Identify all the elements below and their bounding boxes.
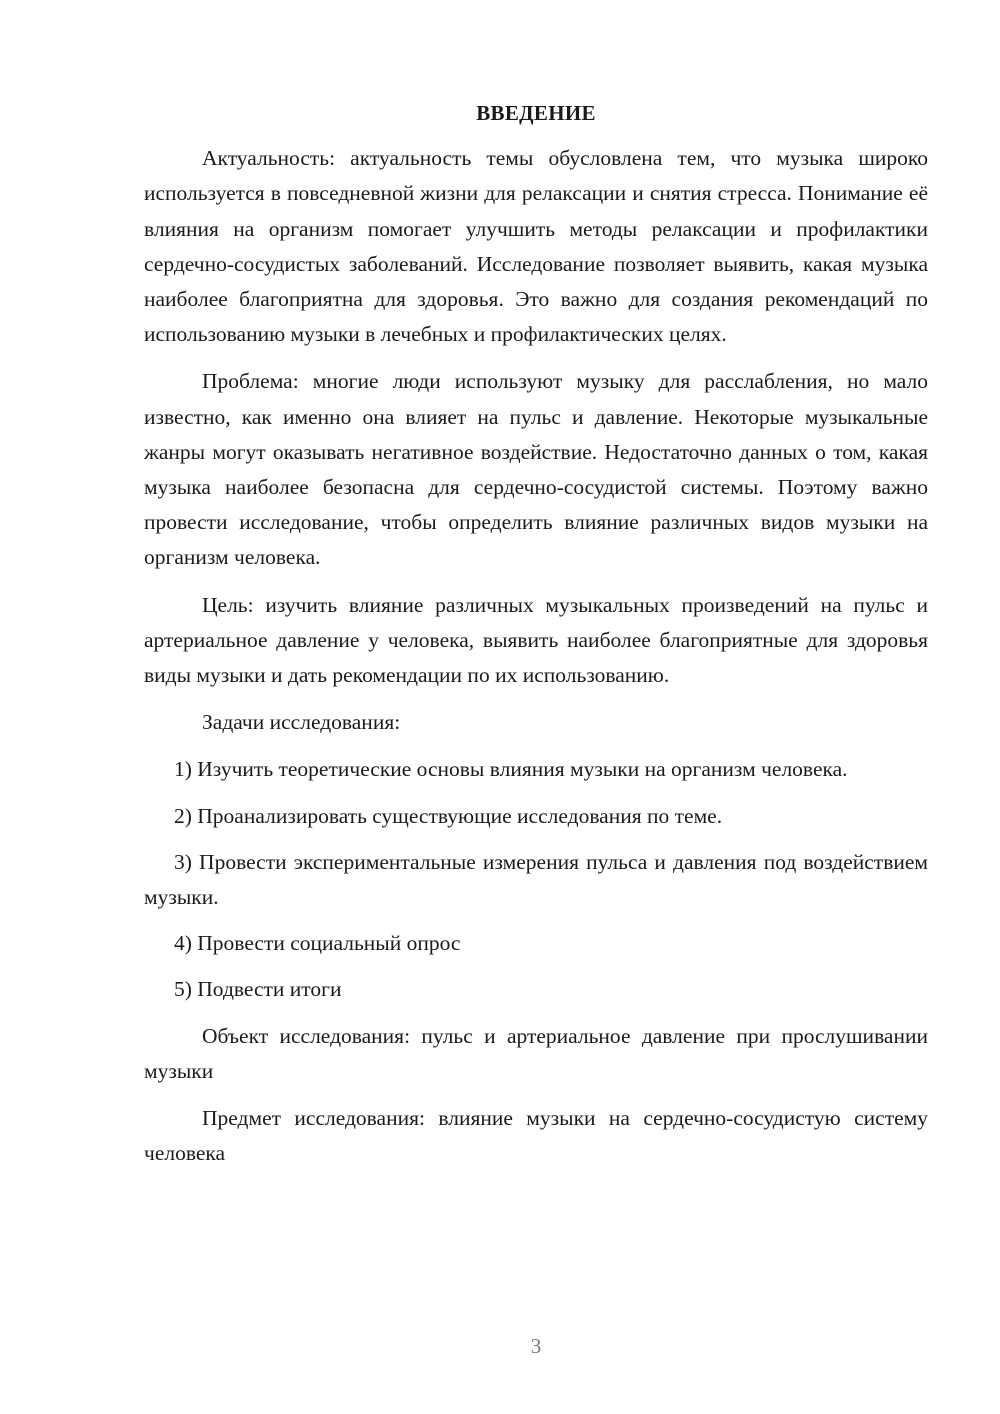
page-number: 3 — [530, 1334, 542, 1358]
tasks-title: Задачи исследования: — [202, 710, 401, 735]
research-subject-paragraph: Предмет исследования: влияние музыки на сердечно-сосудистую систему человека — [144, 1106, 928, 1166]
goal-paragraph: Цель: изучить влияние различных музыкальных произведений на пульс и артериальное давление у человека, выявить наиболее благоприятные для здоровья виды музыки и дать рекомендации по их использованию. — [144, 592, 928, 688]
research-object-paragraph: Объект исследования: пульс и артериальное давление при прослушивании музыки — [144, 1023, 928, 1083]
task-item: 1) Изучить теоретические основы влияния музыки на организм человека. — [174, 757, 848, 782]
relevance-paragraph: Актуальность: актуальность темы обусловлена тем, что музыка широко используется в повседневной жизни для релаксации и снятия стресса. Понимание её влияния на организм помогает улучшить методы релаксации и профилактики сердечно-сосудистых заболеваний. Исследование позволяет выявить, какая музыка наиболее благоприятна для здоровья. Это важно для создания рекомендаций по использованию музыки в лечебных и профилактических целях. — [144, 146, 928, 347]
task-item: 5) Подвести итоги — [174, 977, 342, 1002]
problem-paragraph: Проблема: многие люди используют музыку для расслабления, но мало известно, как именно она влияет на пульс и давление. Некоторые музыкальные жанры могут оказывать негативное воздействие. Недостаточно данных о том, какая музыка наиболее безопасна для сердечно-сосудистой системы. Поэтому важно провести исследование, чтобы определить влияние различных видов музыки на организм человека. — [144, 369, 928, 570]
task-item: 4) Провести социальный опрос — [174, 931, 461, 956]
page-content — [144, 96, 928, 1183]
task-item: 3) Провести экспериментальные измерения пульса и давления под воздействием музыки. — [144, 849, 928, 910]
task-item: 2) Проанализировать существующие исследования по теме. — [174, 803, 723, 828]
section-heading: ВВЕДЕНИЕ — [476, 101, 596, 125]
